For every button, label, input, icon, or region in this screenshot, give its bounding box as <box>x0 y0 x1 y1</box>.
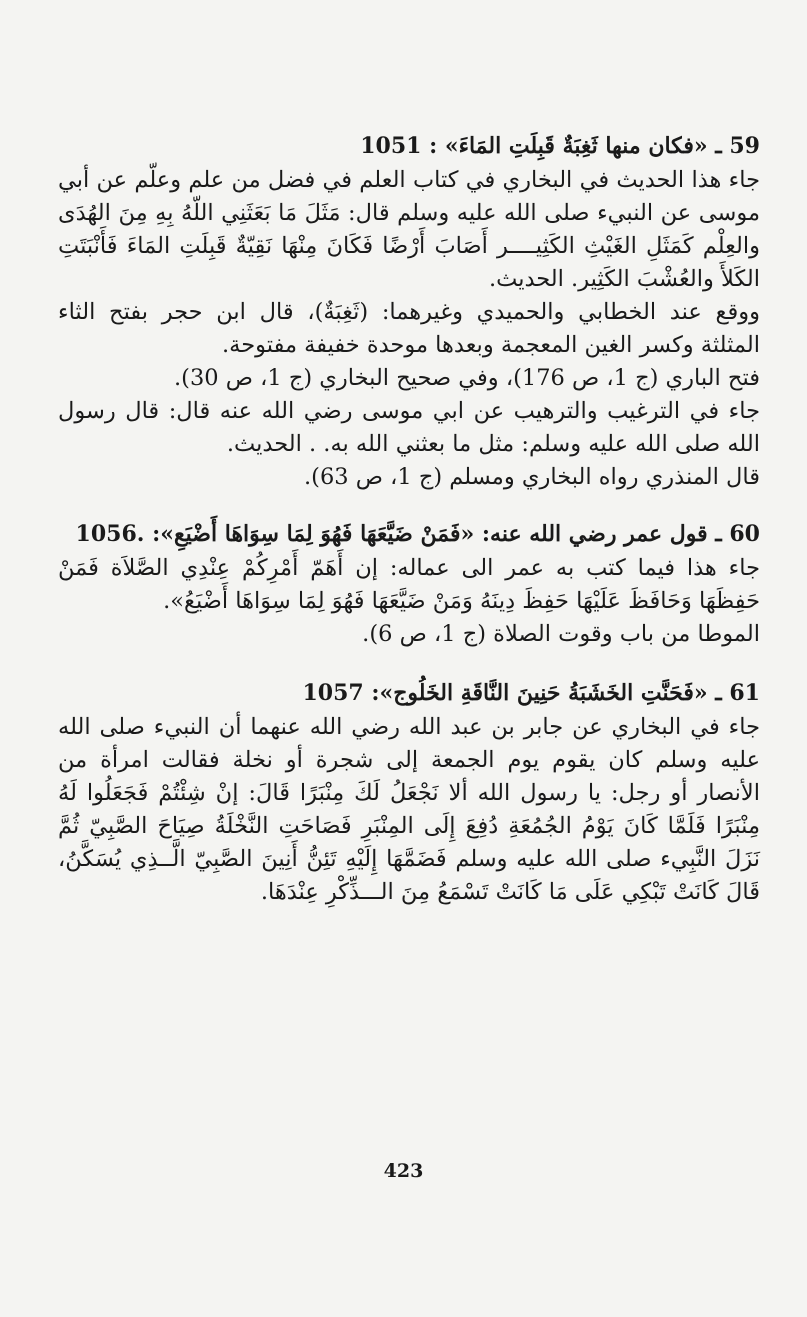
section-gap <box>58 651 760 675</box>
citation: قال المنذري رواه البخاري ومسلم (ج 1، ص 63). <box>304 464 760 490</box>
section-60 <box>58 516 760 651</box>
section-61 <box>58 675 760 909</box>
paragraph: جاء في الترغيب والترهيب عن ابي موسى رضي الله عنه قال: قال رسول الله صلى الله عليه وسلم: مثل ما بعثني الله به. . الحديث. <box>58 398 760 457</box>
paragraph: جاء هذا الحديث في البخاري في كتاب العلم في فضل من علم وعلّم عن أبي موسى عن النبيء صلى الله عليه وسلم قال: مَثَلَ مَا بَعَثَنِي اللّهُ بِهِ مِنَ الهُدَى والعِلْم كَمَثَلِ الغَيْثِ الكَثِيــــر أَصَابَ أَرْضًا فَكَانَ مِنْهَا نَقِيّةٌ قَبِلَتِ المَاءَ فَأَنْبَتَتِ الكَلأَ والعُشْبَ الكَثِير. الحديث. <box>58 167 760 292</box>
section-heading: 59 ـ «فكان منها ثَغِبَةٌ قَبِلَتِ المَاءَ» : 1051 <box>360 133 760 159</box>
citation: فتح الباري (ج 1، ص 176)، وفي صحيح البخاري (ج 1، ص 30). <box>174 365 760 391</box>
section-gap <box>58 494 760 516</box>
page-number: 423 <box>383 1160 424 1182</box>
paragraph: جاء في البخاري عن جابر بن عبد الله رضي الله عنهما أن النبيء صلى الله عليه وسلم كان يقوم يوم الجمعة إلى شجرة أو نخلة فقالت امرأة من الأنصار أو رجل: يا رسول الله ألا نَجْعَلُ لَكَ مِنْبَرًا قَالَ: إنْ شِئْتُمْ فَجَعَلُوا لَهُ مِنْبَرًا فَلَمَّا كَانَ يَوْمُ الجُمُعَةِ دُفِعَ إِلَى المِنْبَرِ فَصَاحَتِ النَّخْلَةُ صِيَاحَ الصَّبِيّ ثُمَّ نَزَلَ النَّبِيء صلى الله عليه وسلم فَضَمَّهَا إِلَيْهِ تَئِنُّ أَنِينَ الصَّبِيّ الَّــذِي يُسَكَّنُ، قَالَ كَانَتْ تَبْكِي عَلَى مَا كَانَتْ تَسْمَعُ مِنَ الـــذِّكْرِ عِنْدَهَا. <box>58 714 760 905</box>
citation: الموطا من باب وقوت الصلاة (ج 1، ص 6). <box>362 621 760 647</box>
paragraph: ووقع عند الخطابي والحميدي وغيرهما: (ثَغِبَةٌ)، قال ابن حجر بفتح الثاء المثلثة وكسر الغين المعجمة وبعدها موحدة خفيفة مفتوحة. <box>58 299 760 358</box>
section-59 <box>58 128 760 494</box>
section-heading: 60 ـ قول عمر رضي الله عنه: «فَمَنْ ضَيَّعَهَا فَهُوَ لِمَا سِوَاهَا أَضْيَعِ»: .1056 <box>75 521 760 547</box>
paragraph: جاء هذا فيما كتب به عمر الى عماله: إن أَهَمّ أَمْرِكُمْ عِنْدِي الصَّلاَة فَمَنْ حَفِظَهَا وَحَافَظَ عَلَيْهَا حَفِظَ دِينَهُ وَمَنْ ضَيَّعَهَا فَهُوَ لِمَا سِوَاهَا أَضْيَعُ». <box>58 555 760 614</box>
page-body <box>58 128 760 1208</box>
section-heading: 61 ـ «فَحَنَّتِ الخَشَبَةُ حَنِينَ النَّاقَةِ الخَلُوج»: 1057 <box>302 680 760 706</box>
